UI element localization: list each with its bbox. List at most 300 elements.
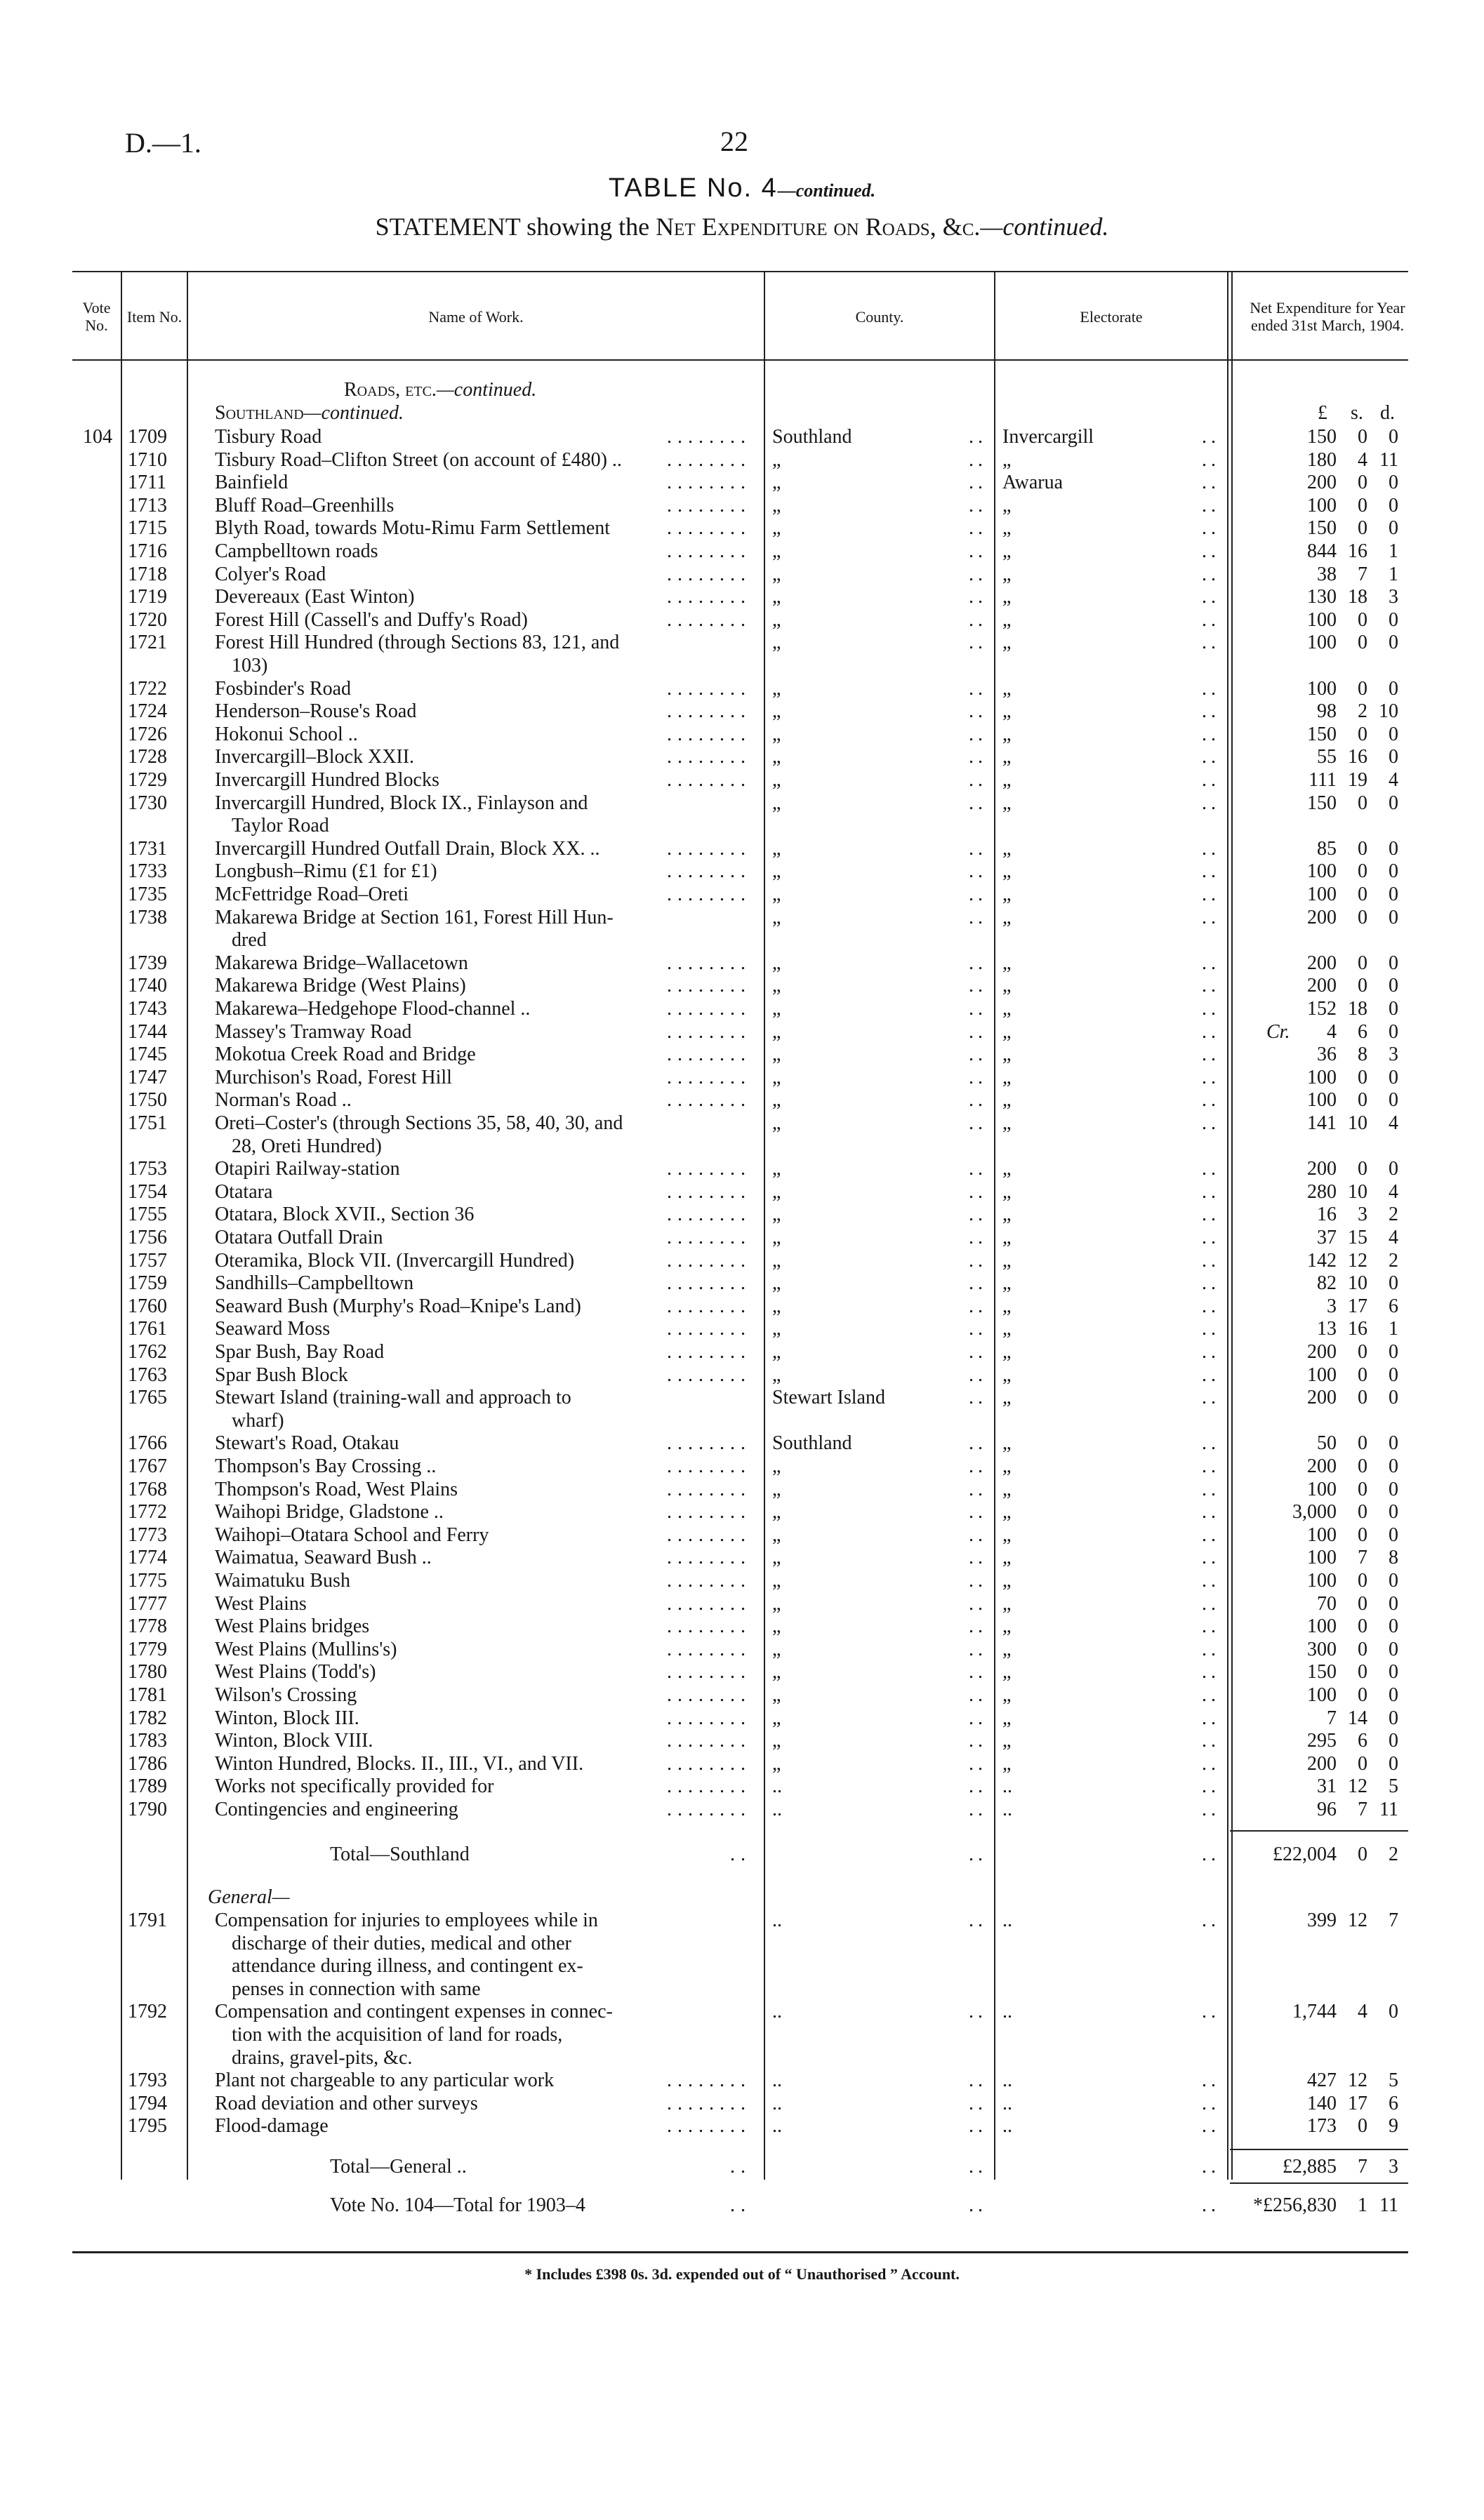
leader-dots: ........ [667, 1158, 751, 1180]
leader-dots: .. [969, 1227, 987, 1248]
work-name: Seaward Bush (Murphy's Road–Knipe's Land) [215, 1295, 581, 1317]
table-row-continuation [0, 654, 1484, 677]
work-name: Winton, Block III. [215, 1707, 359, 1729]
amount-pounds: 3 [1327, 1295, 1337, 1317]
amount-pence: 0 [1389, 1341, 1398, 1363]
electorate-value: „ [1002, 494, 1012, 516]
table-row [0, 1157, 1484, 1180]
total-southland-pounds: £22,004 [1273, 1844, 1337, 1865]
amount-shillings: 4 [1358, 448, 1367, 471]
county-value: .. [772, 1799, 782, 1820]
table-row [0, 1066, 1484, 1089]
item-number: 1762 [128, 1341, 167, 1363]
amount-pounds: 200 [1307, 975, 1337, 997]
amount-pence: 0 [1389, 792, 1398, 814]
leader-dots: .. [969, 723, 987, 745]
leader-dots: ........ [667, 1432, 751, 1455]
leader-dots: ........ [667, 1341, 751, 1363]
county-value: „ [772, 1318, 781, 1340]
table-row [0, 608, 1484, 632]
leader-dots: ........ [667, 723, 751, 745]
amount-pounds: 13 [1317, 1318, 1337, 1340]
amount-shillings: 0 [1358, 677, 1367, 700]
work-name-continuation: drains, gravel-pits, &c. [232, 2046, 413, 2069]
county-value: „ [772, 1341, 781, 1363]
leader-dots: .. [1202, 837, 1220, 860]
electorate-value: „ [1002, 1752, 1012, 1775]
leader-dots: ........ [667, 1661, 751, 1684]
amount-pence: 3 [1389, 1044, 1398, 1066]
leader-dots: .. [969, 1364, 987, 1386]
table-row [0, 1798, 1484, 1821]
amount-pounds: 150 [1307, 1661, 1337, 1684]
amount-pounds: 100 [1307, 1066, 1337, 1088]
electorate-value: „ [1002, 723, 1012, 745]
work-name: Compensation for injuries to employees while in [215, 1909, 598, 1931]
amount-pence: 0 [1389, 426, 1398, 448]
total-southland-shillings: 0 [1358, 1844, 1367, 1865]
leader-dots: .. [1202, 1204, 1220, 1226]
amount-shillings: 7 [1358, 1547, 1367, 1569]
leader-dots: .. [1202, 1249, 1220, 1272]
amount-pence: 10 [1379, 700, 1398, 723]
work-name: Invercargill Hundred Blocks [215, 769, 439, 791]
currency-pound-header: £ [1318, 402, 1327, 424]
leader-dots: .. [1202, 1684, 1220, 1706]
electorate-value: „ [1002, 884, 1012, 905]
item-number: 1709 [128, 426, 167, 448]
leader-dots: ........ [667, 860, 751, 883]
leader-dots: .. [969, 426, 987, 448]
amount-pounds: 427 [1307, 2069, 1337, 2092]
leader-dots: .. [1202, 472, 1220, 494]
amount-pence: 11 [1379, 1799, 1398, 1820]
total-rule-vote [1230, 2182, 1408, 2184]
amount-pounds: 100 [1307, 1547, 1337, 1569]
electorate-value: „ [1002, 1180, 1012, 1203]
leader-dots: .. [969, 1615, 987, 1638]
leader-dots: ........ [667, 1638, 751, 1660]
table-row [0, 563, 1484, 586]
work-name: Compensation and contingent expenses in connec- [215, 2001, 613, 2023]
amount-shillings: 6 [1358, 1730, 1367, 1752]
amount-pounds: 130 [1307, 586, 1337, 608]
item-number: 1793 [128, 2069, 167, 2092]
table-row [0, 1660, 1484, 1684]
work-name: Murchison's Road, Forest Hill [215, 1066, 452, 1088]
leader-dots: .. [969, 952, 987, 974]
electorate-value: „ [1002, 746, 1012, 768]
work-name: West Plains [215, 1592, 307, 1615]
leader-dots: .. [1202, 723, 1220, 745]
county-value: „ [772, 723, 781, 745]
leader-dots: .. [1202, 1318, 1220, 1340]
vote-total-pence: 11 [1379, 2194, 1398, 2216]
leader-dots: .. [969, 1020, 987, 1043]
amount-shillings: 0 [1358, 884, 1367, 905]
amount-pounds: 200 [1307, 472, 1337, 494]
county-value: „ [772, 769, 781, 791]
leader-dots: .. [969, 608, 987, 631]
work-name: Waimatuku Bush [215, 1570, 350, 1592]
table-row [0, 1272, 1484, 1295]
amount-pounds: 96 [1317, 1799, 1337, 1820]
amount-shillings: 0 [1358, 723, 1367, 745]
leader-dots: .. [1202, 608, 1220, 631]
amount-pounds: 200 [1307, 1158, 1337, 1180]
leader-dots: .. [1202, 632, 1220, 654]
leader-dots: .. [969, 1775, 987, 1798]
item-number: 1718 [128, 563, 167, 585]
work-name: Longbush–Rimu (£1 for £1) [215, 860, 437, 883]
amount-pounds: 100 [1307, 1478, 1337, 1500]
leader-dots: ........ [667, 586, 751, 608]
county-value: „ [772, 1592, 781, 1615]
electorate-value: „ [1002, 1478, 1012, 1500]
electorate-value: Awarua [1002, 472, 1064, 494]
leader-dots: .. [1202, 700, 1220, 723]
work-name: Sandhills–Campbelltown [215, 1272, 414, 1295]
work-name-continuation: discharge of their duties, medical and other [232, 1932, 571, 1954]
leader-dots: .. [1202, 2194, 1220, 2216]
item-number: 1766 [128, 1432, 167, 1455]
table-row [0, 425, 1484, 448]
amount-pence: 9 [1389, 2115, 1398, 2138]
item-number: 1716 [128, 540, 167, 562]
leader-dots: .. [1202, 1752, 1220, 1775]
item-number: 1710 [128, 448, 167, 471]
amount-pence: 0 [1389, 1089, 1398, 1112]
electorate-value: „ [1002, 792, 1012, 814]
amount-pounds: 142 [1307, 1249, 1337, 1272]
work-name: Waihopi–Otatara School and Ferry [215, 1524, 489, 1546]
leader-dots: .. [1202, 884, 1220, 905]
item-number: 1731 [128, 837, 167, 860]
amount-shillings: 0 [1358, 632, 1367, 654]
leader-dots: .. [969, 906, 987, 928]
leader-dots: .. [1202, 517, 1220, 540]
amount-pounds: 100 [1307, 677, 1337, 700]
table-row [0, 997, 1484, 1020]
leader-dots: .. [969, 1478, 987, 1500]
page-number: 22 [720, 126, 748, 157]
leader-dots: .. [969, 494, 987, 516]
table-row [0, 1043, 1484, 1066]
amount-shillings: 0 [1358, 1478, 1367, 1500]
amount-shillings: 19 [1348, 769, 1367, 791]
page-reference: D.—1. [125, 127, 201, 159]
county-value: „ [772, 494, 781, 516]
electorate-value: „ [1002, 1158, 1012, 1180]
amount-pounds: 85 [1317, 837, 1337, 860]
leader-dots: .. [1202, 1364, 1220, 1386]
item-number: 1756 [128, 1227, 167, 1248]
amount-pounds: 111 [1309, 769, 1337, 791]
work-name: Bainfield [215, 472, 289, 494]
leader-dots: .. [969, 700, 987, 723]
vote-total-row [0, 2194, 1484, 2217]
item-number: 1791 [128, 1909, 167, 1931]
table-row [0, 1729, 1484, 1752]
amount-shillings: 14 [1348, 1707, 1367, 1729]
electorate-value: „ [1002, 1112, 1012, 1134]
amount-shillings: 0 [1358, 837, 1367, 860]
county-value: „ [772, 1752, 781, 1775]
leader-dots: .. [969, 540, 987, 562]
amount-shillings: 0 [1358, 1364, 1367, 1386]
item-number: 1750 [128, 1089, 167, 1112]
item-number: 1726 [128, 723, 167, 745]
table-row [0, 1775, 1484, 1798]
item-number: 1760 [128, 1295, 167, 1317]
table-row [0, 516, 1484, 540]
item-number: 1775 [128, 1570, 167, 1592]
amount-pounds: 150 [1307, 723, 1337, 745]
amount-shillings: 10 [1348, 1272, 1367, 1295]
amount-pence: 0 [1389, 906, 1398, 928]
electorate-value: „ [1002, 448, 1012, 471]
work-name: Tisbury Road [215, 426, 322, 448]
leader-dots: ........ [667, 998, 751, 1020]
amount-pounds: 140 [1307, 2092, 1337, 2114]
leader-dots: .. [969, 1661, 987, 1684]
table-title-suffix: —continued. [777, 180, 876, 201]
electorate-value: „ [1002, 769, 1012, 791]
leader-dots: ........ [667, 1044, 751, 1066]
leader-dots: ........ [667, 1547, 751, 1569]
item-number: 1722 [128, 677, 167, 700]
leader-dots: ........ [667, 700, 751, 723]
leader-dots: ........ [667, 1066, 751, 1088]
currency-shilling-header: s. [1351, 402, 1363, 424]
amount-pounds: 100 [1307, 1684, 1337, 1706]
item-number: 1744 [128, 1020, 167, 1043]
item-number: 1719 [128, 586, 167, 608]
leader-dots: .. [969, 1844, 987, 1865]
leader-dots: .. [1202, 1844, 1220, 1865]
amount-shillings: 3 [1358, 1204, 1367, 1226]
leader-dots: .. [969, 1752, 987, 1775]
leader-dots: .. [969, 632, 987, 654]
item-number: 1781 [128, 1684, 167, 1706]
amount-pence: 5 [1389, 2069, 1398, 2092]
leader-dots: ........ [667, 1478, 751, 1500]
amount-pence: 0 [1389, 1570, 1398, 1592]
amount-shillings: 10 [1348, 1112, 1367, 1134]
leader-dots: .. [1202, 952, 1220, 974]
leader-dots: .. [1202, 1089, 1220, 1112]
leader-dots: .. [969, 1180, 987, 1203]
electorate-value: „ [1002, 1295, 1012, 1317]
amount-pence: 0 [1389, 1638, 1398, 1660]
table-row [0, 768, 1484, 792]
total-general-row [0, 2155, 1484, 2178]
amount-pence: 0 [1389, 952, 1398, 974]
amount-shillings: 17 [1348, 1295, 1367, 1317]
amount-shillings: 0 [1358, 608, 1367, 631]
electorate-value: „ [1002, 608, 1012, 631]
leader-dots: .. [969, 1570, 987, 1592]
electorate-value: „ [1002, 632, 1012, 654]
table-row [0, 1684, 1484, 1707]
amount-pence: 0 [1389, 1684, 1398, 1706]
work-name: Works not specifically provided for [215, 1775, 494, 1798]
amount-pence: 1 [1389, 563, 1398, 585]
leader-dots: ........ [667, 494, 751, 516]
item-number: 1792 [128, 2001, 167, 2023]
item-number: 1779 [128, 1638, 167, 1660]
electorate-value: „ [1002, 998, 1012, 1020]
subtitle-prefix: STATEMENT showing the [375, 213, 650, 241]
amount-shillings: 0 [1358, 472, 1367, 494]
column-header-vote: Vote No. [82, 299, 111, 334]
leader-dots: .. [969, 586, 987, 608]
table-row [0, 448, 1484, 472]
amount-pence: 0 [1389, 1730, 1398, 1752]
item-number: 1768 [128, 1478, 167, 1500]
table-row [0, 471, 1484, 494]
item-number: 1735 [128, 884, 167, 905]
subtitle-caps: Net Expenditure on Roads, &c. [656, 213, 981, 241]
leader-dots: .. [1202, 1387, 1220, 1409]
amount-pounds: 82 [1317, 1272, 1337, 1295]
column-header-county: County. [855, 307, 904, 326]
column-header-name: Name of Work. [428, 307, 524, 326]
leader-dots: .. [1202, 1730, 1220, 1752]
work-name: Bluff Road–Greenhills [215, 494, 395, 516]
leader-dots: .. [1202, 1478, 1220, 1500]
table-row [0, 952, 1484, 975]
section-heading-suffix: —continued. [436, 379, 537, 401]
work-name: Waihopi Bridge, Gladstone .. [215, 1501, 444, 1524]
county-value: „ [772, 1204, 781, 1226]
amount-shillings: 0 [1358, 1432, 1367, 1455]
item-number: 1757 [128, 1249, 167, 1272]
county-value: Southland [772, 1432, 852, 1455]
amount-pence: 1 [1389, 540, 1398, 562]
amount-shillings: 10 [1348, 1180, 1367, 1203]
leader-dots: ........ [667, 563, 751, 585]
leader-dots: .. [969, 1272, 987, 1295]
amount-pence: 0 [1389, 1615, 1398, 1638]
county-value: „ [772, 586, 781, 608]
table-row [0, 677, 1484, 700]
county-value: „ [772, 700, 781, 723]
leader-dots: .. [1202, 494, 1220, 516]
table-row-continuation [0, 814, 1484, 837]
electorate-value: „ [1002, 1730, 1012, 1752]
amount-pounds: 38 [1317, 563, 1337, 585]
electorate-value: „ [1002, 677, 1012, 700]
work-name: Winton Hundred, Blocks. II., III., VI., and VII. [215, 1752, 584, 1775]
amount-pence: 4 [1389, 1227, 1398, 1248]
amount-shillings: 0 [1358, 426, 1367, 448]
leader-dots: ........ [667, 1684, 751, 1706]
table-row [0, 906, 1484, 929]
leader-dots: .. [1202, 975, 1220, 997]
general-heading-row [0, 1886, 1484, 1909]
county-value: „ [772, 677, 781, 700]
leader-dots: .. [1202, 2115, 1220, 2138]
county-value: „ [772, 632, 781, 654]
table-title-main: TABLE No. 4 [608, 173, 778, 203]
table-row [0, 631, 1484, 654]
item-number: 1786 [128, 1752, 167, 1775]
amount-shillings: 7 [1358, 1799, 1367, 1820]
amount-shillings: 15 [1348, 1227, 1367, 1248]
amount-pence: 0 [1389, 1501, 1398, 1524]
amount-pounds: 36 [1317, 1044, 1337, 1066]
item-number: 1789 [128, 1775, 167, 1798]
leader-dots: .. [1202, 792, 1220, 814]
table-row [0, 1752, 1484, 1775]
leader-dots: .. [969, 1318, 987, 1340]
electorate-value: „ [1002, 1066, 1012, 1088]
leader-dots: .. [969, 2194, 987, 2216]
leader-dots: ........ [667, 1775, 751, 1798]
leader-dots: .. [969, 998, 987, 1020]
leader-dots: .. [969, 677, 987, 700]
amount-shillings: 0 [1358, 1501, 1367, 1524]
amount-pence: 0 [1389, 884, 1398, 905]
vote-total-label: Vote No. 104—Total for 1903–4 [330, 2194, 585, 2216]
amount-pounds: 1,744 [1292, 2001, 1337, 2023]
leader-dots: .. [1202, 1547, 1220, 1569]
amount-shillings: 0 [1358, 1066, 1367, 1088]
work-name: Otatara [215, 1180, 273, 1203]
item-number: 1743 [128, 998, 167, 1020]
work-name: Flood-damage [215, 2115, 329, 2138]
amount-pence: 2 [1389, 1249, 1398, 1272]
electorate-value: „ [1002, 1020, 1012, 1043]
vote-total-pounds: *£256,830 [1253, 2194, 1337, 2216]
county-value: „ [772, 1249, 781, 1272]
amount-pounds: 98 [1317, 700, 1337, 723]
county-value: „ [772, 906, 781, 928]
item-number: 1773 [128, 1524, 167, 1546]
amount-pence: 0 [1389, 1707, 1398, 1729]
table-row [0, 585, 1484, 608]
table-row-continuation [0, 1409, 1484, 1432]
leader-dots: ........ [667, 1570, 751, 1592]
vote-total-shillings: 1 [1358, 2194, 1367, 2216]
item-number: 1765 [128, 1387, 167, 1409]
leader-dots: ........ [667, 1455, 751, 1477]
work-name: Contingencies and engineering [215, 1799, 458, 1820]
electorate-value: Invercargill [1002, 426, 1094, 448]
leader-dots: .. [969, 1799, 987, 1820]
leader-dots: .. [1202, 1455, 1220, 1477]
amount-shillings: 8 [1358, 1044, 1367, 1066]
leader-dots: .. [1202, 1112, 1220, 1134]
amount-pounds: 100 [1307, 860, 1337, 883]
county-value: „ [772, 746, 781, 768]
county-value: „ [772, 1295, 781, 1317]
electorate-value: „ [1002, 1387, 1012, 1409]
amount-shillings: 0 [1358, 1615, 1367, 1638]
county-value: „ [772, 975, 781, 997]
amount-pounds: 4 [1327, 1020, 1337, 1043]
amount-shillings: 0 [1358, 1592, 1367, 1615]
county-value: „ [772, 1684, 781, 1706]
subsection-heading-suffix: —continued. [303, 402, 404, 424]
leader-dots: .. [969, 792, 987, 814]
amount-pounds: 150 [1307, 517, 1337, 540]
work-name: Fosbinder's Road [215, 677, 352, 700]
amount-pounds: 100 [1307, 1615, 1337, 1638]
county-value: .. [772, 1775, 782, 1798]
amount-pence: 0 [1389, 632, 1398, 654]
